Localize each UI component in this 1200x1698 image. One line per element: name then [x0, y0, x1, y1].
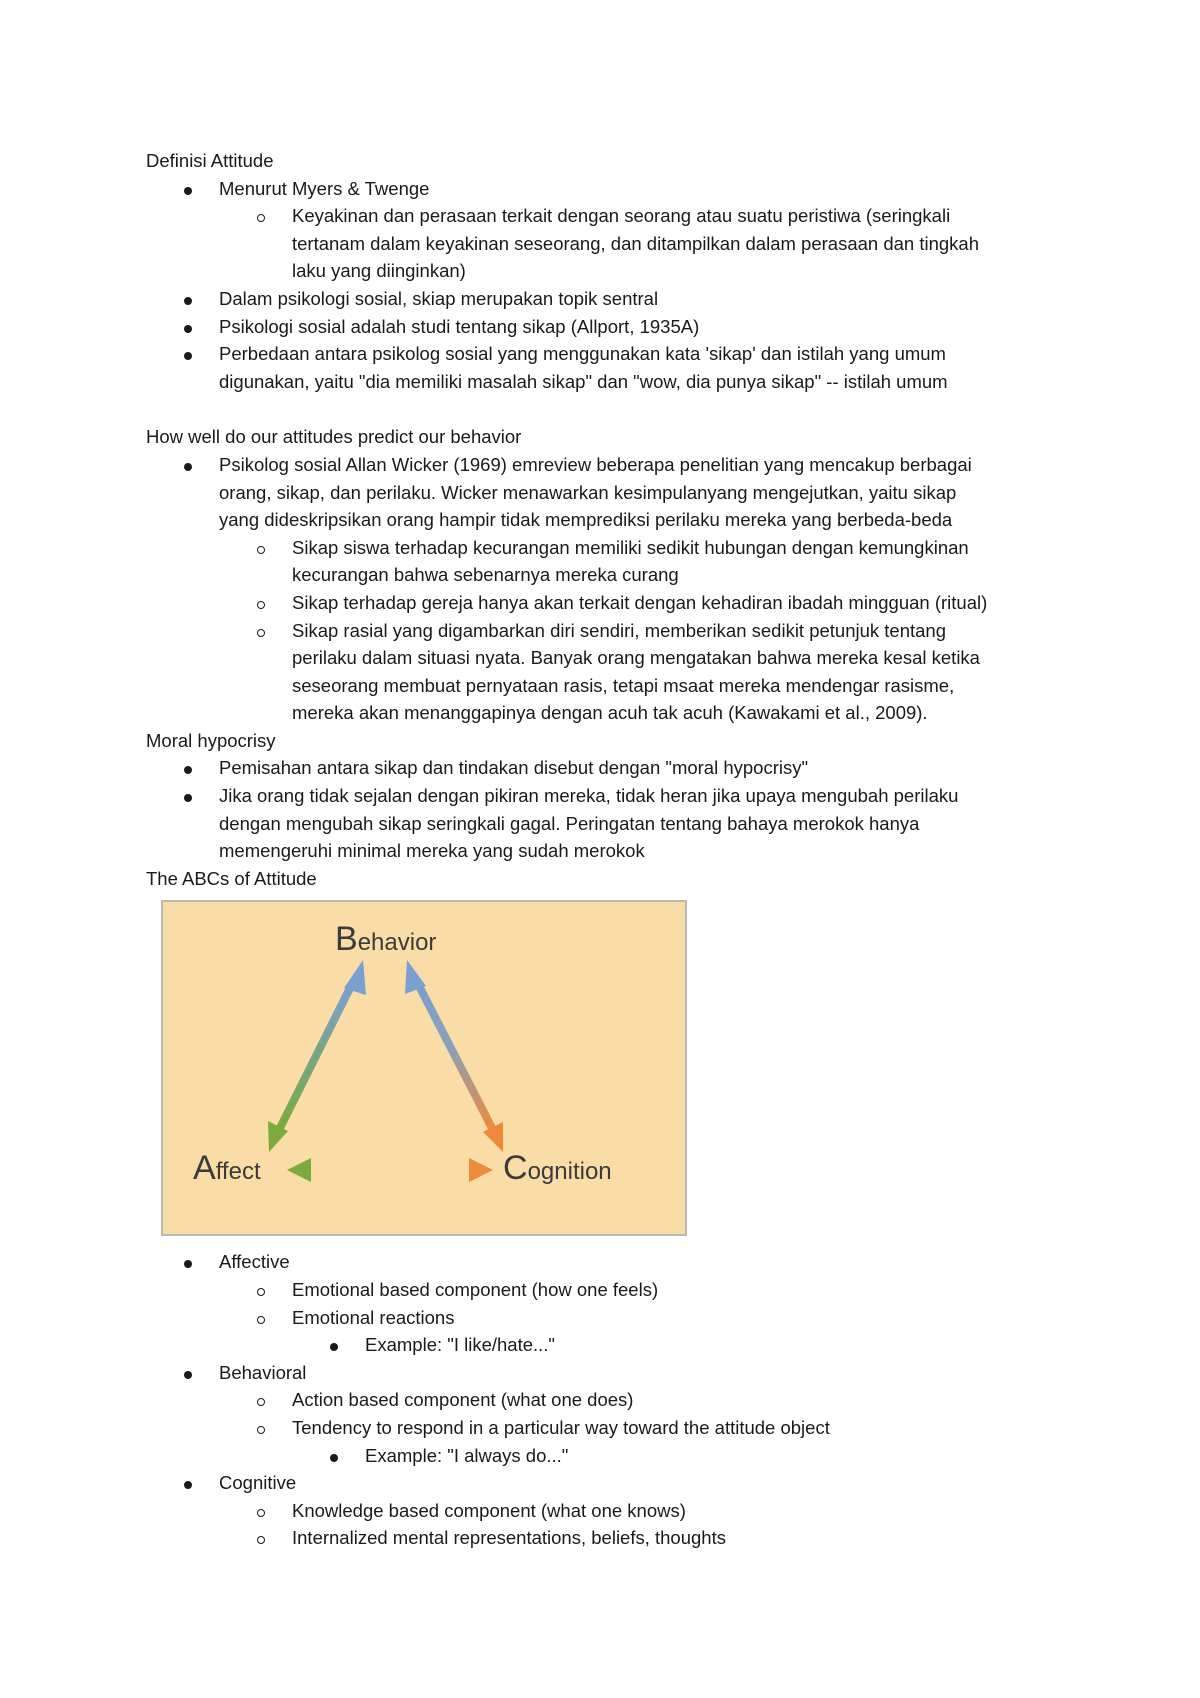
line: Knowledge based component (what one knows) [292, 1499, 686, 1521]
sub-list-item [146, 1414, 1106, 1442]
definisi-list-cont [146, 285, 1106, 395]
line: Pemisahan antara sikap dan tindakan disebut dengan "moral hypocrisy" [219, 757, 809, 779]
list-item [146, 313, 1106, 341]
line: Action based component (what one does) [292, 1389, 634, 1411]
bullet-icon [184, 352, 192, 360]
sub-list-item [146, 1524, 1106, 1552]
line: dengan mengubah sikap seringkali gagal. Peringatan tentang bahaya merokok hanya [219, 812, 920, 834]
bullet-icon [184, 794, 192, 802]
line: Emotional based component (how one feels) [292, 1279, 659, 1301]
behavior-cognition-arrow [405, 960, 503, 1152]
bullet-icon [184, 187, 192, 195]
bullet-icon [184, 325, 192, 333]
line: seseorang membuat pernyataan rasis, tetapi msaat mereka mendengar rasisme, [292, 674, 955, 696]
abc-triangle-diagram [161, 900, 687, 1236]
definisi-list [146, 175, 1106, 203]
sub-sub-list-item [146, 1331, 1106, 1359]
sub-list [146, 1497, 1106, 1552]
line: tertanam dalam keyakinan seseorang, dan ditampilkan dalam perasaan dan tingkah [292, 232, 979, 254]
bullet-icon [184, 766, 192, 774]
list-item [146, 1469, 1106, 1497]
abc-label-behavioral: Behavioral [219, 1361, 307, 1383]
line: memengeruhi minimal mereka yang sudah merokok [219, 840, 645, 862]
abc-list [146, 1248, 1106, 1276]
cognition-label: Cognition [503, 1149, 612, 1188]
moral-list [146, 754, 1106, 864]
list-item [146, 285, 1106, 313]
line: Sikap siswa terhadap kecurangan memiliki sedikit hubungan dengan kemungkinan [292, 536, 969, 558]
sub-list [146, 1386, 1106, 1441]
sub-list-item [146, 589, 1106, 617]
abc-list [146, 1469, 1106, 1497]
line: Internalized mental representations, beliefs, thoughts [292, 1527, 726, 1549]
example-text: Example: "I like/hate..." [365, 1334, 555, 1356]
circle-bullet-icon [257, 629, 265, 637]
circle-bullet-icon [257, 1509, 265, 1517]
circle-bullet-icon [257, 1398, 265, 1406]
line: yang dideskripsikan orang hampir tidak memprediksi perilaku mereka yang berbeda-beda [219, 509, 953, 531]
line: Emotional reactions [292, 1306, 455, 1328]
section-heading-abcs: The ABCs of Attitude [146, 867, 317, 889]
sub-list-item [146, 617, 1106, 727]
section-heading-predict: How well do our attitudes predict our behavior [146, 426, 522, 448]
sub-sub-list-item [146, 1442, 1106, 1470]
bullet-icon [184, 1260, 192, 1268]
line: kecurangan bahwa sebenarnya mereka curang [292, 564, 679, 586]
predict-list [146, 451, 1106, 534]
document-body [146, 147, 1106, 1552]
sub-list-item [146, 1276, 1106, 1304]
circle-bullet-icon [257, 546, 265, 554]
line: perilaku dalam situasi nyata. Banyak orang mengatakan bahwa mereka kesal ketika [292, 647, 980, 669]
line: Psikolog sosial Allan Wicker (1969) emreview beberapa penelitian yang mencakup berbagai [219, 453, 972, 475]
line: digunakan, yaitu "dia memiliki masalah sikap" dan "wow, dia punya sikap" -- istilah umum [219, 370, 948, 392]
section-heading-definisi: Definisi Attitude [146, 150, 274, 171]
circle-bullet-icon [257, 601, 265, 609]
bullet-icon [184, 297, 192, 305]
line: Tendency to respond in a particular way toward the attitude object [292, 1417, 830, 1438]
sub-list-item [146, 202, 1106, 285]
sub-sub-list [146, 1442, 1106, 1470]
sub-list-item [146, 1497, 1106, 1525]
bullet-icon [184, 463, 192, 471]
circle-bullet-icon [257, 1426, 265, 1434]
line: orang, sikap, dan perilaku. Wicker menawarkan kesimpulanyang mengejutkan, yaitu sikap [219, 481, 957, 503]
sub-sub-list [146, 1331, 1106, 1359]
circle-bullet-icon [257, 1316, 265, 1324]
section-heading-moral-hypocrisy: Moral hypocrisy [146, 729, 276, 751]
behavior-affect-arrow [268, 960, 366, 1152]
abc-diagram-svg [163, 902, 685, 1234]
line: Dalam psikologi sosial, skiap merupakan topik sentral [219, 287, 659, 309]
line: Sikap rasial yang digambarkan diri sendiri, memberikan sedikit petunjuk tentang [292, 619, 947, 641]
bullet-icon [184, 1481, 192, 1489]
abc-label-affective: Affective [219, 1251, 290, 1273]
circle-bullet-icon [257, 214, 265, 222]
line: Sikap terhadap gereja hanya akan terkait dengan kehadiran ibadah mingguan (ritual) [292, 591, 988, 613]
list-item [146, 175, 1106, 203]
line: Keyakinan dan perasaan terkait dengan seorang atau suatu peristiwa (seringkali [292, 205, 951, 227]
list-item [146, 782, 1106, 865]
list-item [146, 1248, 1106, 1276]
list-item [146, 340, 1106, 395]
abc-list [146, 1359, 1106, 1387]
bullet-icon [330, 1454, 338, 1462]
sub-list [146, 534, 1106, 727]
bullet-icon [330, 1343, 338, 1351]
line: mereka akan menanggapinya dengan acuh tak acuh (Kawakami et al., 2009). [292, 702, 928, 724]
example-text: Example: "I always do..." [365, 1444, 569, 1466]
line: laku yang diinginkan) [292, 260, 466, 282]
sub-list-item [146, 1304, 1106, 1332]
abc-label-cognitive: Cognitive [219, 1472, 297, 1494]
behavior-label: Behavior [335, 920, 437, 959]
bullet-icon [184, 1371, 192, 1379]
affect-cognition-arrow [287, 1158, 493, 1182]
sub-list [146, 202, 1106, 285]
line: Perbedaan antara psikolog sosial yang menggunakan kata 'sikap' dan istilah yang umum [219, 343, 946, 365]
line: Jika orang tidak sejalan dengan pikiran mereka, tidak heran jika upaya mengubah perilaku [219, 785, 959, 807]
list-item [146, 1359, 1106, 1387]
list-item-text: Menurut Myers & Twenge [219, 177, 430, 199]
circle-bullet-icon [257, 1288, 265, 1296]
list-item [146, 451, 1106, 534]
circle-bullet-icon [257, 1536, 265, 1544]
spacer [146, 395, 1106, 423]
list-item [146, 754, 1106, 782]
line: Psikologi sosial adalah studi tentang sikap (Allport, 1935A) [219, 315, 700, 337]
affect-label: Affect [193, 1149, 261, 1188]
sub-list-item [146, 1386, 1106, 1414]
sub-list [146, 1276, 1106, 1331]
sub-list-item [146, 534, 1106, 589]
